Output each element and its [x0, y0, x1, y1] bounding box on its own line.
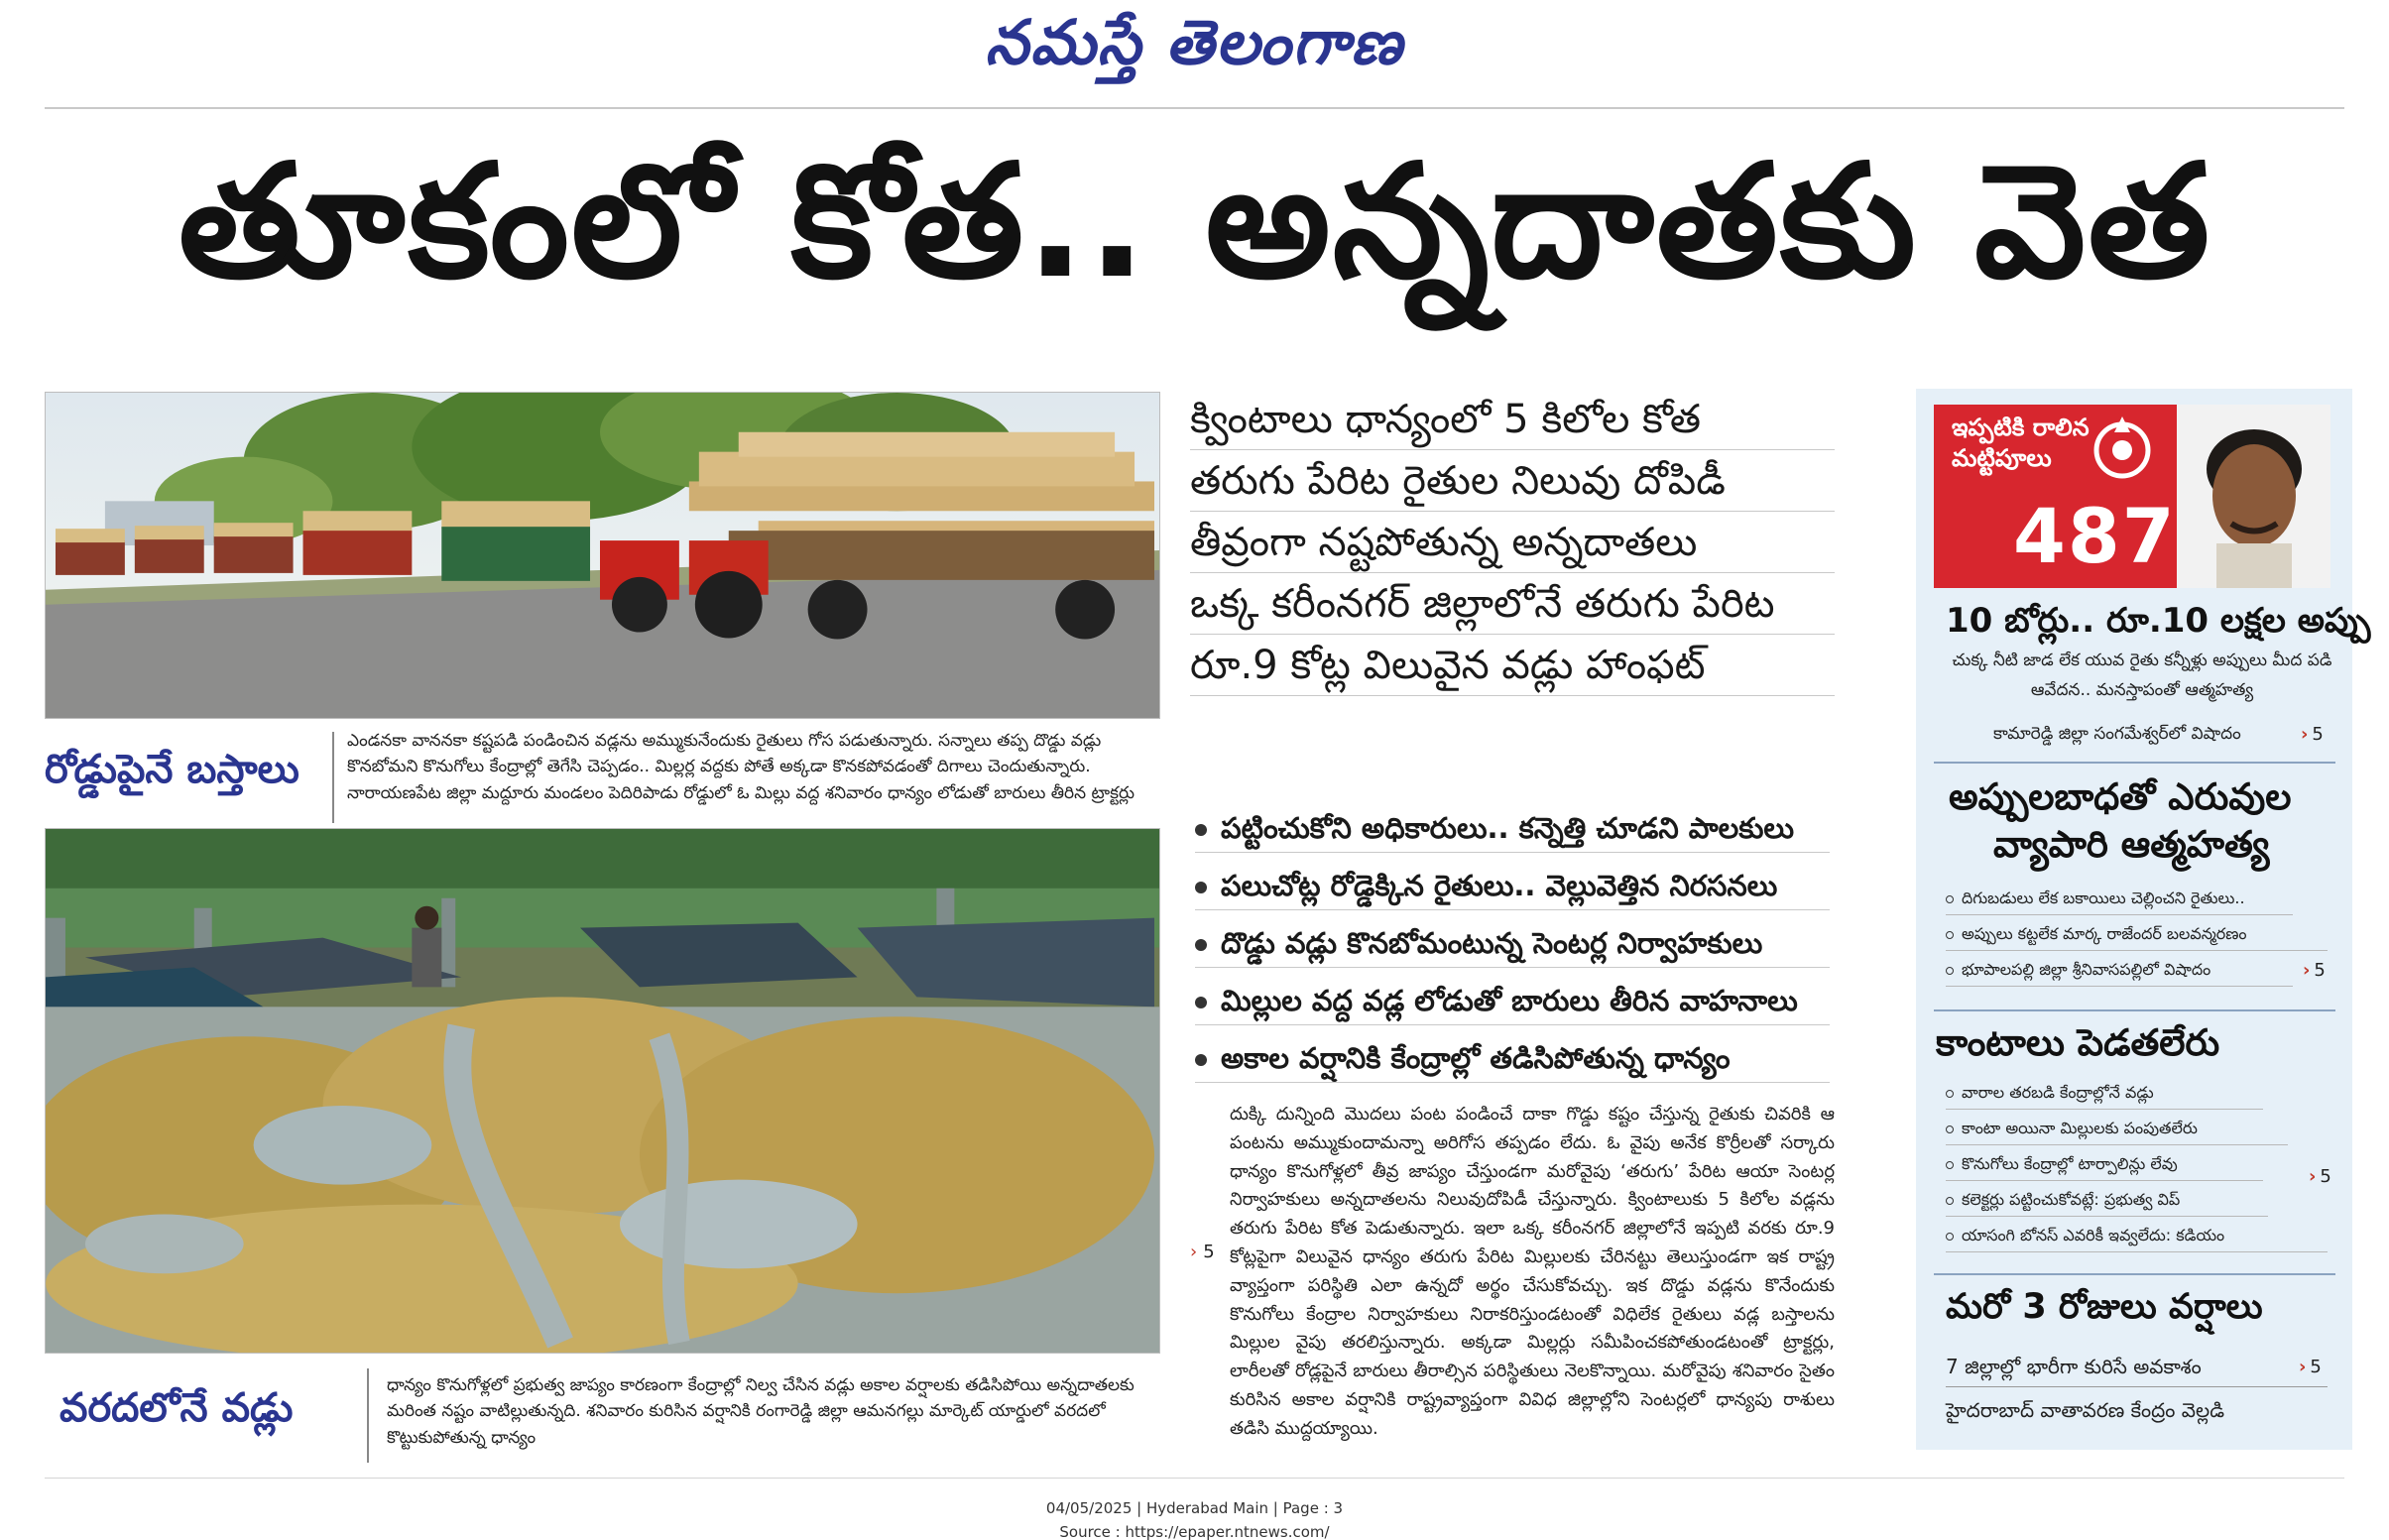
- sidebar-story1-page-ref[interactable]: [2301, 724, 2324, 745]
- photo-tractors-with-grain-bags: [45, 392, 1160, 719]
- photo-tractors-illustration: [46, 393, 1159, 718]
- circle-bullet-icon: [1946, 931, 1954, 939]
- bullet-point: [1195, 861, 1830, 910]
- sidebar-story3-item: [1946, 1226, 2328, 1252]
- article-body: దుక్కి దున్నింది మొదలు పంట పండించే దాకా గొడ్డు కష్టం చేస్తున్న రైతుకు చివరికి ఆ పంటను అమ్ముకుందామన్నా అరిగోస తప్పడం లేదు. ఓ వైపు అనేక కొర్రీలతో సర్కారు ధాన్యం కొనుగోళ్లలో తీవ్ర జాప్యం చేస్తుండగా మరోవైపు ‘తరుగు’ పేరిట ఆయా సెంటర్ల నిర్వాహకులు అన్నదాతలను నిలువుదోపిడీ చేస్తున్నారు. క్వింటాలుకు 5 కిలోల వడ్లను తరుగు పేరిట కోత పెడుతున్నారు. ఇలా ఒక్క కరీంనగర్ జిల్లాలోనే ఇప్పటి వరకు రూ.9 కోట్లపైగా విలువైన ధాన్యం తరుగు పేరిట మిల్లులకు చేరినట్టు తెలుస్తుండగా ఇక రాష్ట్ర వ్యాప్తంగా పరిస్థితి ఎలా ఉన్నదో అర్థం చేసుకోవచ్చు. ఇక దొడ్డు వడ్లను కొనేందుకు కొనుగోలు కేంద్రాల నిర్వాహకులు నిరాకరిస్తుండటంతో విధిలేక రైతులు వడ్ల బస్తాలను మిల్లుల వైపు తరలిస్తున్నారు. అక్కడా మిల్లర్లు సమీపించకపోతుండటంతో ట్రాక్టర్లు, లారీలతో రోడ్లపైనే బారులు తీరాల్సిన పరిస్థితులు నెలకొన్నాయి. మరోవైపు శనివారం సైతం కురిసిన అకాల వర్షానికి రాష్ట్రవ్యాప్తంగా వివిధ జిల్లాల్లోని సెంటర్లలో ధాన్యపు రాశులు తడిసి ముద్దయ్యాయి.: [1230, 1104, 1836, 1439]
- sidebar-item-text: భూపాలపల్లి జిల్లా శ్రీనివాసపల్లిలో విషాదం: [1962, 960, 2211, 979]
- masthead-logo: నమస్తే తెలంగాణ: [985, 6, 1404, 78]
- sidebar-story3-item: [1946, 1154, 2263, 1181]
- page-ref-number: 5: [1203, 1242, 1215, 1262]
- sidebar-story3-item: [1946, 1190, 2268, 1217]
- sidebar-item-text: దిగుబడులు లేక బకాయిలు చెల్లించని రైతులు..: [1962, 888, 2245, 907]
- circle-bullet-icon: [1946, 1161, 1954, 1169]
- chevron-right-icon: ›: [2301, 724, 2309, 745]
- sidebar-story4-text-line2: హైదరాబాద్ వాతావరణ కేంద్రం వెల్లడి: [1946, 1398, 2224, 1422]
- sidebar-divider: [1946, 1386, 2328, 1387]
- sidebar-story2-page-ref[interactable]: [2303, 960, 2326, 981]
- sidebar-story4-page-ref[interactable]: [2299, 1357, 2322, 1377]
- page-ref-number: 5: [2312, 724, 2324, 745]
- footer-source-link[interactable]: Source : https://epaper.ntnews.com/: [1059, 1523, 1330, 1540]
- sidebar-story3-item: [1946, 1083, 2263, 1110]
- bullet-dot-icon: [1195, 1054, 1207, 1066]
- bullet-text: దొడ్డు వడ్లు కొనబోమంటున్న సెంటర్ల నిర్వాహకులు: [1221, 926, 1763, 960]
- footer-divider: [45, 1478, 2344, 1479]
- portrait-illustration: [2177, 405, 2330, 588]
- sidebar-story2-item: [1946, 924, 2328, 951]
- caption-divider: [332, 732, 334, 823]
- sidebar-story2-headline-line1: అప్పులబాధతో ఎరువుల: [1949, 775, 2292, 818]
- photo-bottom-caption-text: ధాన్యం కొనుగోళ్లలో ప్రభుత్వ జాప్యం కారణంగా కేంద్రాల్లో నిల్వ చేసిన వడ్లు అకాల వర్షాలకు తడిసిపోయి అన్నదాతలకు మరింత నష్టం వాటిల్లుతున్నది. శనివారం కురిసిన వర్షానికి రంగారెడ్డి జిల్లా ఆమనగల్లు మార్కెట్ యార్డులో వరదలో కొట్టుకుపోతున్న ధాన్యం: [387, 1375, 1135, 1448]
- photo-flooded-paddy-illustration: [46, 829, 1159, 1353]
- photo-top-caption-text: ఎండనకా వాననకా కష్టపడి పండించిన వడ్లను అమ్ముకునేందుకు రైతులు గోస పడుతున్నారు. సన్నాలు తప్ప దొడ్డు వడ్లు కొనబోమని కొనుగోలు కేంద్రాల్లో తెగేసి చెప్పడం.. మిల్లర్ల వద్దకు పోతే అక్కడా కొనకపోవడంతో దిగాలు చెందుతున్నారు. నారాయణపేట జిల్లా మద్దూరు మండలం పెదిరిపాడు రోడ్డులో ఓ మిల్లు వద్ద శనివారం ధాన్యం లోడుతో బారులు తీరిన ట్రాక్టర్లు: [347, 731, 1135, 803]
- deck-line: రూ.9 కోట్ల విలువైన వడ్లు హాంఫట్: [1190, 635, 1835, 696]
- sidebar-story4-text-line1: 7 జిల్లాల్లో భారీగా కురిసే అవకాశం: [1946, 1355, 2202, 1378]
- sidebar-item-text: కొనుగోలు కేంద్రాల్లో టార్పాలిన్లు లేవు: [1962, 1154, 2178, 1173]
- photo-bottom-caption-title: వరదలోనే వడ్లు: [60, 1384, 294, 1431]
- sidebar-item-text: యాసంగి బోనస్ ఎవరికీ ఇవ్వలేదు: కడియం: [1962, 1226, 2225, 1244]
- sidebar-story1-headline: 10 బోర్లు.. రూ.10 లక్షల అప్పు: [1946, 601, 2371, 641]
- chevron-right-icon: ›: [1190, 1242, 1198, 1262]
- bullet-dot-icon: [1195, 939, 1207, 951]
- sidebar-story3-item: [1946, 1119, 2288, 1145]
- bullet-point: [1195, 918, 1830, 968]
- bullet-text: పలుచోట్ల రోడ్డెక్కిన రైతులు.. వెల్లువెత్తిన నిరసనలు: [1221, 869, 1778, 902]
- chevron-right-icon: ›: [2299, 1357, 2307, 1377]
- sidebar-item-text: అప్పులు కట్టలేక మార్క రాజేందర్ బలవన్మరణం: [1962, 924, 2247, 943]
- sidebar-story3-page-ref[interactable]: [2309, 1166, 2331, 1187]
- continued-page-ref[interactable]: [1190, 1242, 1215, 1262]
- caption-divider: [367, 1368, 369, 1463]
- farmer-portrait-photo: [2177, 405, 2330, 588]
- circle-bullet-icon: [1946, 1090, 1954, 1098]
- sidebar-divider: [1934, 1009, 2335, 1011]
- counter-number: 487: [2013, 492, 2177, 580]
- bullet-dot-icon: [1195, 824, 1207, 836]
- page-ref-number: 5: [2320, 1166, 2331, 1187]
- deck-line: ఒక్క కరీంనగర్ జిల్లాలోనే తరుగు పేరిట: [1190, 573, 1835, 635]
- sidebar-story1-text: చుక్క నీటి జాడ లేక యువ రైతు కన్నీళ్లు అప్పులు మీద పడి ఆవేదన.. మనస్తాపంతో ఆత్మహత్య: [1952, 651, 2332, 700]
- sidebar-item-text: వారాల తరబడి కేంద్రాల్లోనే వడ్లు: [1962, 1083, 2154, 1102]
- deck-line: తీవ్రంగా నష్టపోతున్న అన్నదాతలు: [1190, 512, 1835, 573]
- photo-flooded-paddy: [45, 828, 1160, 1354]
- bullet-text: పట్టించుకోని అధికారులు.. కన్నెత్తి చూడని పాలకులు: [1221, 811, 1795, 845]
- circle-bullet-icon: [1946, 1233, 1954, 1241]
- bullet-text: అకాల వర్షానికి కేంద్రాల్లో తడిసిపోతున్న ధాన్యం: [1221, 1041, 1731, 1075]
- bullet-text: మిల్లుల వద్ద వడ్ల లోడుతో బారులు తీరిన వాహనాలు: [1221, 984, 1798, 1017]
- deck-line: క్వింటాలు ధాన్యంలో 5 కిలోల కోత: [1190, 389, 1835, 450]
- sidebar-item-text: కలెక్టర్లు పట్టించుకోవట్లే: ప్రభుత్వ విప్: [1962, 1190, 2181, 1209]
- page-ref-number: 5: [2310, 1357, 2322, 1377]
- footer-edition-info: 04/05/2025 | Hyderabad Main | Page : 3: [1045, 1499, 1344, 1517]
- counter-label: ఇప్పటికి రాలిన మట్టిపూలు: [1952, 414, 2090, 473]
- circle-bullet-icon: [1946, 967, 1954, 975]
- sidebar-story3-headline: కాంటాలు పెడతలేరు: [1936, 1021, 2220, 1064]
- circle-bullet-icon: [1946, 1197, 1954, 1205]
- sidebar-story2-item: [1946, 888, 2293, 915]
- photo-top-caption-title: రోడ్డుపైనే బస్తాలు: [45, 746, 299, 792]
- chevron-right-icon: ›: [2303, 960, 2311, 981]
- sidebar-story4-headline: మరో 3 రోజులు వర్షాలు: [1946, 1287, 2263, 1327]
- flower-emblem-icon: [2083, 411, 2162, 490]
- bullet-point: [1195, 976, 1830, 1025]
- sidebar-story2-item: [1946, 960, 2293, 987]
- masthead-divider: [45, 107, 2344, 109]
- circle-bullet-icon: [1946, 1125, 1954, 1133]
- sidebar-item-text: కాంటా అయినా మిల్లులకు పంపుతలేరు: [1962, 1119, 2198, 1137]
- bullet-dot-icon: [1195, 882, 1207, 893]
- sidebar-story1-dateline: కామారెడ్డి జిల్లా సంగమేశ్వర్‌లో విషాదం: [1993, 724, 2241, 744]
- bullet-point: [1195, 803, 1830, 853]
- sidebar-divider: [1934, 1273, 2335, 1275]
- sidebar-story2-headline-line2: వ్యాపారి ఆత్మహత్య: [1993, 823, 2270, 866]
- sidebar-divider: [1934, 762, 2335, 764]
- circle-bullet-icon: [1946, 895, 1954, 903]
- chevron-right-icon: ›: [2309, 1166, 2317, 1187]
- bullet-point: [1195, 1033, 1830, 1083]
- main-headline: తూకంలో కోత.. అన్నదాతకు వెత: [178, 131, 2212, 313]
- bullet-dot-icon: [1195, 997, 1207, 1008]
- farmer-suicide-counter-box: [1934, 405, 2177, 588]
- page-ref-number: 5: [2314, 960, 2326, 981]
- deck-line: తరుగు పేరిట రైతుల నిలువు దోపిడీ: [1190, 450, 1835, 512]
